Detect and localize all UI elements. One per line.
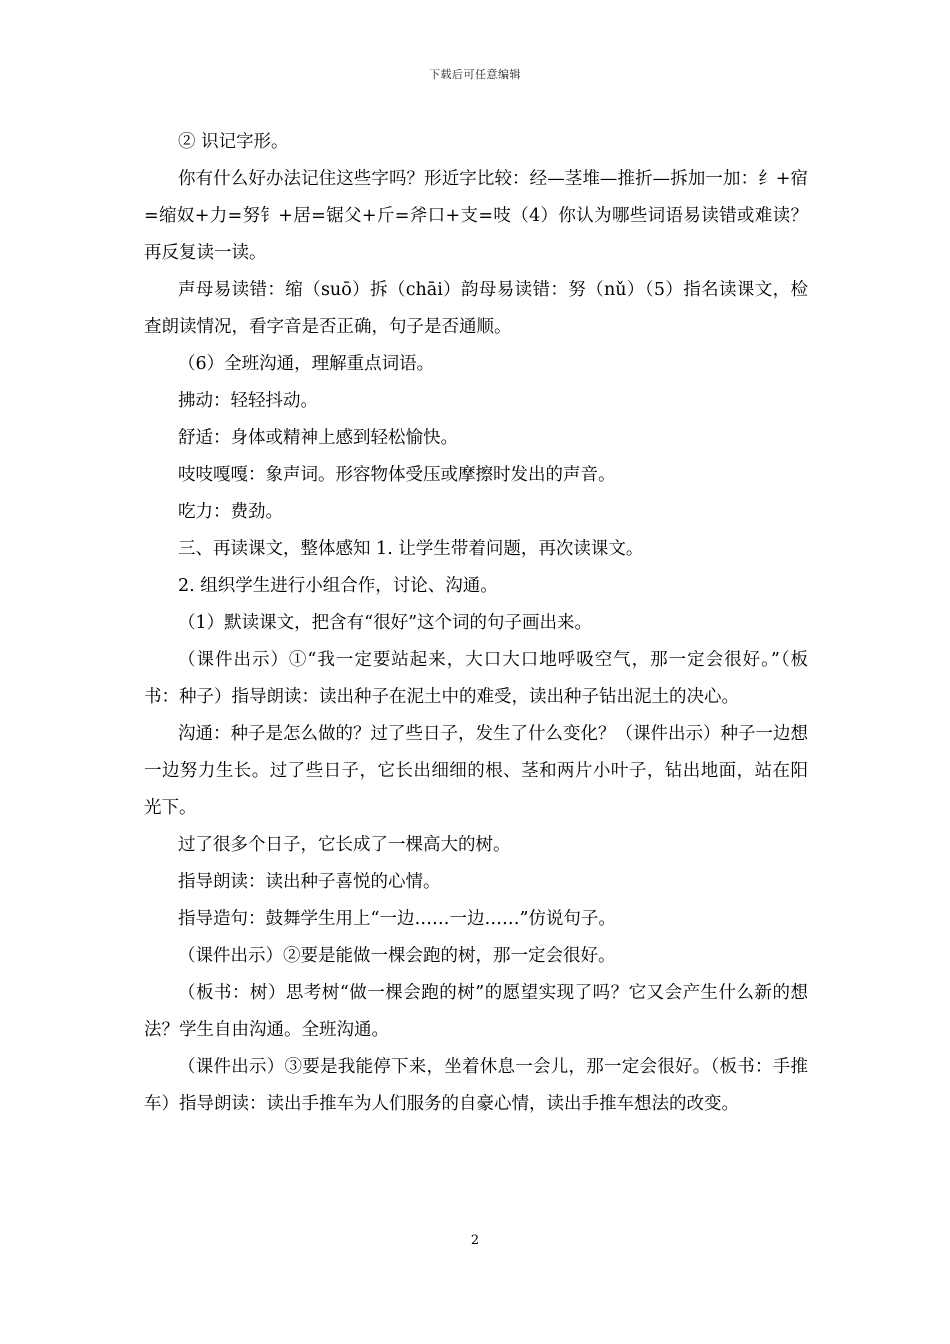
paragraph: 拂动：轻轻抖动。: [178, 391, 318, 411]
paragraph: 吃力：费劲。: [178, 502, 283, 522]
page-header: 下载后可任意编辑: [429, 68, 521, 81]
paragraph: 你有什么好办法记住这些字吗？形近字比较：经—茎堆—推折—拆加一加：纟+宿=缩奴+力=努钅+居=锯父+斤=斧口+支=吱（4）你认为哪些词语易读错或难读？再反复读一读。: [144, 169, 808, 263]
paragraph: 指导造句：鼓舞学生用上“一边……一边……”仿说句子。: [178, 909, 616, 929]
paragraph: （课件出示）①“我一定要站起来，大口大口地呼吸空气，那一定会很好。”（板书：种子）指导朗读：读出种子在泥土中的难受，读出种子钻出泥土的决心。: [144, 650, 808, 707]
paragraph: 三、再读课文，整体感知 1. 让学生带着问题，再次读课文。: [178, 539, 644, 559]
paragraph: ② 识记字形。: [178, 132, 289, 152]
page-number: 2: [470, 1233, 480, 1248]
paragraph: （6）全班沟通，理解重点词语。: [178, 354, 435, 374]
paragraph: 沟通：种子是怎么做的？过了些日子，发生了什么变化？（课件出示）种子一边想一边努力生长。过了些日子，它长出细细的根、茎和两片小叶子，钻出地面，站在阳光下。: [144, 724, 808, 818]
paragraph: 吱吱嘎嘎：象声词。形容物体受压或摩擦时发出的声音。: [178, 465, 616, 485]
paragraph: （课件出示）②要是能做一棵会跑的树，那一定会很好。: [178, 946, 616, 966]
document-body: [144, 124, 808, 1123]
paragraph: 指导朗读：读出种子喜悦的心情。: [178, 872, 441, 892]
paragraph: （1）默读课文，把含有“很好”这个词的句子画出来。: [178, 613, 593, 633]
paragraph: （课件出示）③要是我能停下来，坐着休息一会儿，那一定会很好。（板书：手推车）指导朗读：读出手推车为人们服务的自豪心情，读出手推车想法的改变。: [144, 1057, 808, 1114]
paragraph: 声母易读错：缩（suō）拆（chāi）韵母易读错：努（nǔ）（5）指名读课文，检查朗读情况，看字音是否正确，句子是否通顺。: [144, 280, 808, 337]
paragraph: 舒适：身体或精神上感到轻松愉快。: [178, 428, 458, 448]
paragraph: （板书：树）思考树“做一棵会跑的树”的愿望实现了吗？它又会产生什么新的想法？学生自由沟通。全班沟通。: [144, 983, 808, 1040]
paragraph: 2. 组织学生进行小组合作，讨论、沟通。: [178, 576, 498, 596]
paragraph: 过了很多个日子，它长成了一棵高大的树。: [178, 835, 511, 855]
